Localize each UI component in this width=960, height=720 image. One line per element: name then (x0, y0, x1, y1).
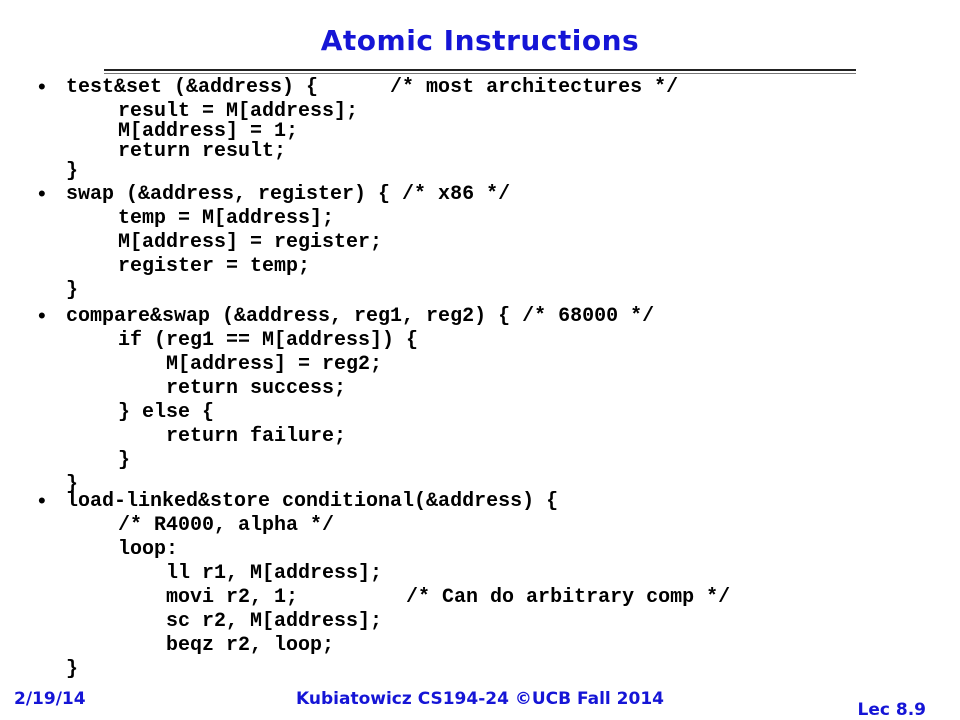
code-line: movi r2, 1; /* Can do arbitrary comp */ (166, 586, 731, 609)
title-rule (104, 69, 856, 71)
bullet-icon: • (38, 488, 46, 513)
code-line: beqz r2, loop; (166, 634, 335, 657)
code-line: test&set (&address) { /* most architectures */ (66, 76, 679, 99)
code-line: } (66, 279, 79, 302)
code-line: ll r1, M[address]; (166, 562, 383, 585)
code-line: } (66, 160, 79, 183)
code-line: load-linked&store conditional(&address) { (66, 490, 559, 513)
code-line: if (reg1 == M[address]) { (118, 329, 419, 352)
code-line: M[address] = register; (118, 231, 383, 254)
footer-date: 2/19/14 (14, 689, 86, 709)
code-line: return success; (166, 377, 347, 400)
bullet-icon: • (38, 303, 46, 328)
footer-course: Kubiatowicz CS194-24 ©UCB Fall 2014 (296, 689, 664, 709)
code-line: M[address] = reg2; (166, 353, 383, 376)
slide-title: Atomic Instructions (320, 24, 640, 57)
code-line: temp = M[address]; (118, 207, 335, 230)
code-line: loop: (118, 538, 179, 561)
code-line: } else { (118, 401, 215, 424)
bullet-icon: • (38, 74, 46, 99)
code-line: compare&swap (&address, reg1, reg2) { /* 68000 */ (66, 305, 655, 328)
code-line: } (66, 658, 79, 681)
code-line: register = temp; (118, 255, 311, 278)
code-line: swap (&address, register) { /* x86 */ (66, 183, 511, 206)
code-line: } (66, 473, 79, 496)
footer-lecture: Lec 8.9 (857, 700, 926, 720)
code-line: /* R4000, alpha */ (118, 514, 335, 537)
code-line: } (118, 449, 131, 472)
code-line: return result; (118, 140, 287, 163)
title-rule-thin (104, 73, 856, 74)
code-line: return failure; (166, 425, 347, 448)
bullet-icon: • (38, 181, 46, 206)
code-line: sc r2, M[address]; (166, 610, 383, 633)
code-line: result = M[address]; (118, 100, 359, 123)
code-line: M[address] = 1; (118, 120, 299, 143)
